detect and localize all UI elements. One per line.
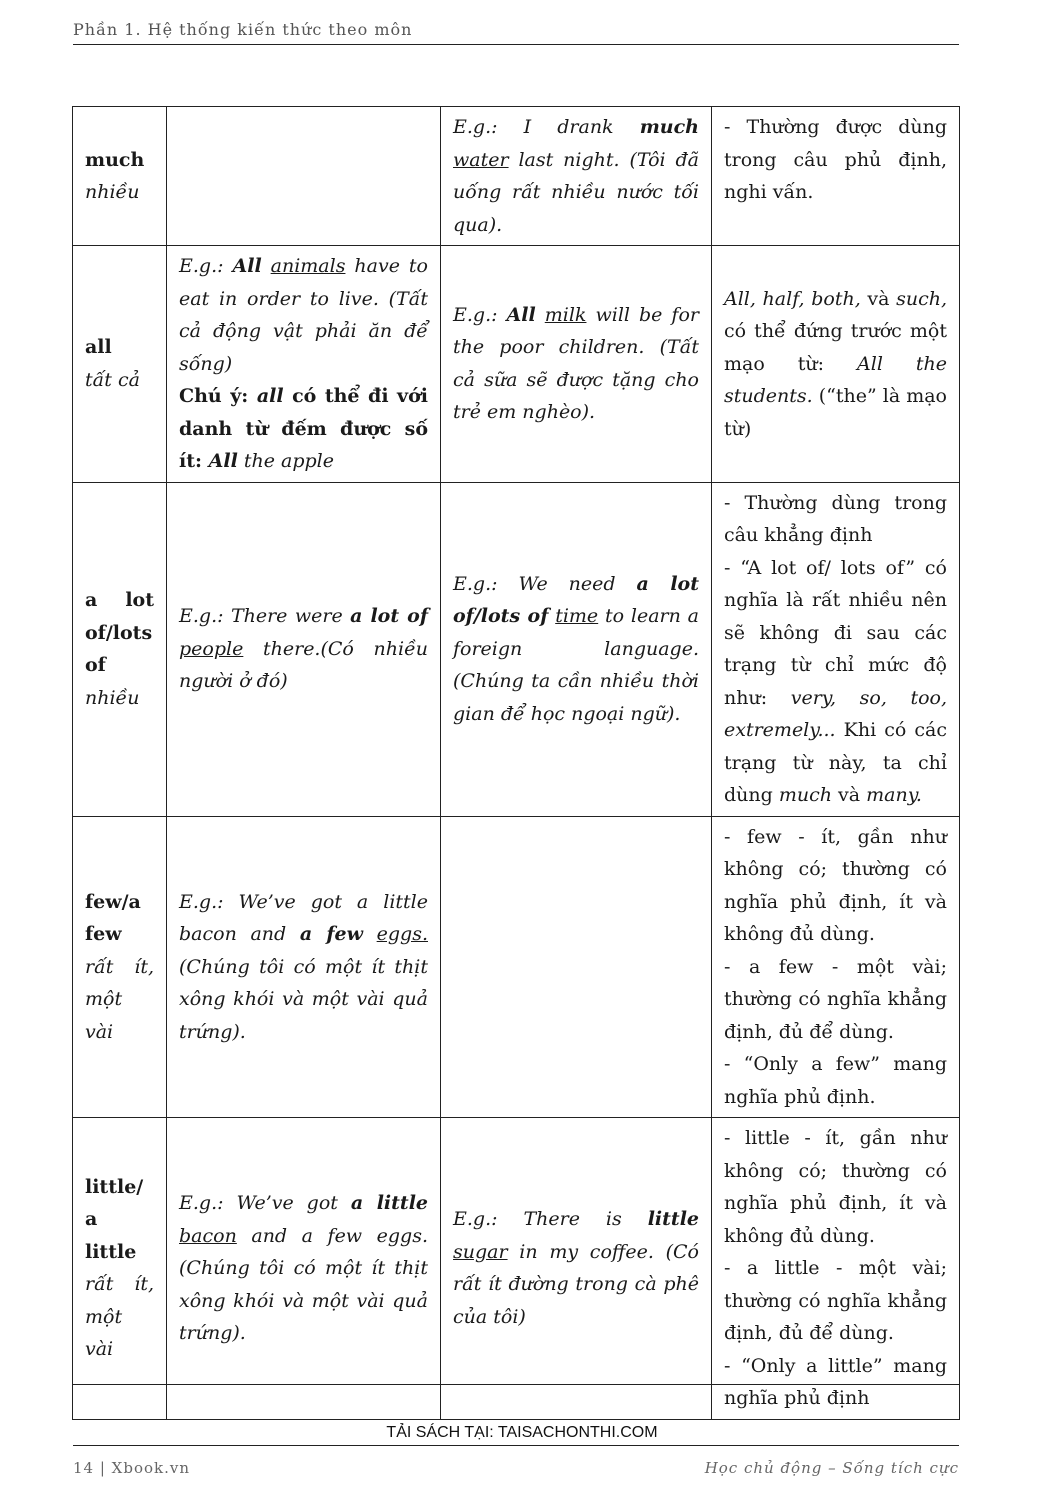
table-row-few	[73, 816, 960, 1118]
quantifier-meaning: tất cả	[85, 368, 140, 391]
quantifier-word: few/a few	[85, 890, 141, 945]
footer-slogan: Học chủ động – Sống tích cực	[704, 1459, 959, 1477]
countable-example-cell	[167, 816, 441, 1118]
usage-cell	[712, 107, 960, 246]
uncountable-example-cell	[441, 482, 712, 816]
example-quantifier: a little	[350, 1192, 428, 1214]
example-prefix: E.g.: I drank	[453, 116, 640, 138]
example-rest: and a few eggs. (Chúng tôi có một ít thịt xông khói và một vài quả trứng).	[179, 1224, 428, 1344]
note-label: Chú ý:	[179, 385, 257, 407]
example-prefix: E.g.: We’ve got a little bacon and	[179, 890, 428, 945]
example-noun: animals	[270, 255, 346, 277]
countable-example-cell	[167, 482, 441, 816]
example-rest: (Chúng tôi có một ít thịt xông khói và một vài quả trứng).	[179, 955, 428, 1043]
example-rest: there.(Có nhiều người ở đó)	[179, 637, 428, 693]
example-noun: time	[555, 605, 599, 628]
usage-text: và	[860, 287, 897, 310]
usage-line: - Thường được dùng trong câu phủ định, nghi vấn.	[724, 116, 947, 203]
quantifier-meaning: rất ít, một vài	[85, 955, 154, 1043]
uncountable-example-cell	[441, 107, 712, 246]
usage-text: (“the” là mạo từ)	[724, 385, 947, 440]
example-prefix: E.g.:	[453, 303, 507, 326]
usage-italic: All, half, both,	[724, 287, 861, 310]
usage-cell	[712, 482, 960, 816]
usage-line: - “Only a few” mang nghĩa phủ định.	[724, 1053, 947, 1108]
word-cell	[73, 1118, 167, 1420]
example-prefix: E.g.: We need	[453, 572, 637, 595]
usage-line: - a little - một vài; thường có nghĩa khẳng định, đủ để dùng.	[724, 1257, 947, 1344]
example-prefix: E.g.:	[179, 255, 233, 277]
countable-example-cell	[167, 246, 441, 483]
usage-cell	[712, 1118, 960, 1420]
example-noun: milk	[544, 303, 587, 326]
usage-line: - Thường dùng trong câu khẳng định	[724, 491, 947, 546]
table-row-all	[73, 246, 960, 483]
example-noun: sugar	[453, 1240, 508, 1263]
uncountable-example-cell	[441, 816, 712, 1118]
usage-text: có thể đứng trước một mạo từ:	[724, 320, 947, 375]
example-rest: last night. (Tôi đã uống rất nhiều nước tối qua).	[453, 148, 699, 236]
example-space	[363, 923, 377, 945]
quantifier-word: little/ a little	[85, 1175, 144, 1263]
header-rule	[73, 44, 959, 45]
example-rest: to learn a foreign language. (Chúng ta cần nhiều thời gian để học ngoại ngữ).	[453, 605, 699, 725]
table-row-a-lot-of	[73, 482, 960, 816]
footer-rule	[73, 1445, 959, 1446]
example-rest: will be for the poor children. (Tất cả sữa sẽ được tặng cho trẻ em nghèo).	[453, 303, 699, 424]
table-row-little	[73, 1118, 960, 1420]
quantifier-word: all	[85, 336, 112, 359]
word-cell	[73, 246, 167, 483]
example-space	[536, 304, 545, 326]
table-row-much	[73, 107, 960, 246]
quantifier-meaning: nhiều	[85, 181, 140, 203]
countable-example-cell	[167, 107, 441, 246]
usage-line: - few - ít, gần như không có; thường có nghĩa phủ định, ít và không đủ dùng.	[724, 825, 947, 945]
uncountable-example-cell	[441, 246, 712, 483]
example-rest: have to eat in order to live. (Tất cả động vật phải ăn để sống)	[179, 255, 428, 375]
usage-line: - little - ít, gần như không có; thường có nghĩa phủ định, ít và không đủ dùng.	[724, 1127, 947, 1247]
download-notice: TẢI SÁCH TẠI: TAISACHONTHI.COM	[386, 1424, 658, 1441]
usage-text: Khi có các trạng từ này, ta chỉ dùng	[724, 719, 947, 806]
example-noun: bacon	[179, 1224, 237, 1247]
quantifier-meaning: rất ít, một vài	[85, 1273, 154, 1361]
quantifier-word: a lot of/lots of	[85, 589, 154, 676]
usage-italic: very, so, too, extremely...	[724, 686, 948, 741]
example-quantifier: much	[639, 116, 699, 138]
usage-line: - “Only a little” mang nghĩa phủ định	[724, 1354, 947, 1409]
note-keyword: all	[256, 385, 284, 407]
example-quantifier: a lot of	[350, 605, 428, 628]
word-cell	[73, 816, 167, 1118]
example-noun: people	[179, 637, 244, 660]
usage-line	[724, 552, 947, 812]
usage-cell	[712, 816, 960, 1118]
usage-line: - a few - một vài; thường có nghĩa khẳng định, đủ để dùng.	[724, 955, 947, 1043]
countable-example-cell	[167, 1118, 441, 1420]
usage-italic: All the students.	[724, 352, 948, 407]
example-noun: eggs.	[376, 923, 428, 945]
note-text	[179, 380, 428, 478]
example-noun: water	[453, 148, 509, 171]
note-example-quantifier: All	[208, 450, 238, 472]
page-header-title: Phần 1. Hệ thống kiến thức theo môn	[73, 20, 413, 39]
example-space	[262, 255, 271, 277]
quantifier-meaning: nhiều	[85, 686, 140, 709]
note-body: có thể đi với danh từ đếm được số ít:	[179, 385, 428, 472]
example-prefix: E.g.: We’ve got	[179, 1192, 351, 1214]
example-prefix: E.g.: There is	[453, 1208, 648, 1231]
example-quantifier: All	[506, 303, 536, 326]
uncountable-example-cell	[441, 1118, 712, 1420]
usage-italic: such,	[896, 287, 947, 310]
quantifier-table	[72, 106, 960, 1420]
usage-italic: many.	[866, 784, 922, 806]
example-quantifier: a lot of/lots of	[453, 572, 700, 628]
bottom-rule	[73, 1384, 959, 1385]
word-cell	[73, 107, 167, 246]
example-quantifier: little	[647, 1208, 699, 1231]
example-quantifier: a few	[299, 923, 363, 945]
example-quantifier: All	[232, 255, 262, 277]
usage-cell	[712, 246, 960, 483]
example-prefix: E.g.: There were	[179, 605, 351, 628]
note-example-rest: the apple	[237, 450, 334, 472]
footer-page-number: 14 | Xbook.vn	[73, 1459, 191, 1477]
usage-text: và	[831, 784, 867, 806]
example-rest: in my coffee. (Có rất ít đường trong cà phê của tôi)	[453, 1240, 699, 1328]
quantifier-word: much	[85, 148, 145, 171]
usage-italic: much	[778, 784, 832, 806]
word-cell	[73, 482, 167, 816]
usage-text: - “A lot of/ lots of” có nghĩa là rất nhiều nên sẽ không đi sau các trạng từ chỉ mức độ như:	[724, 556, 947, 709]
